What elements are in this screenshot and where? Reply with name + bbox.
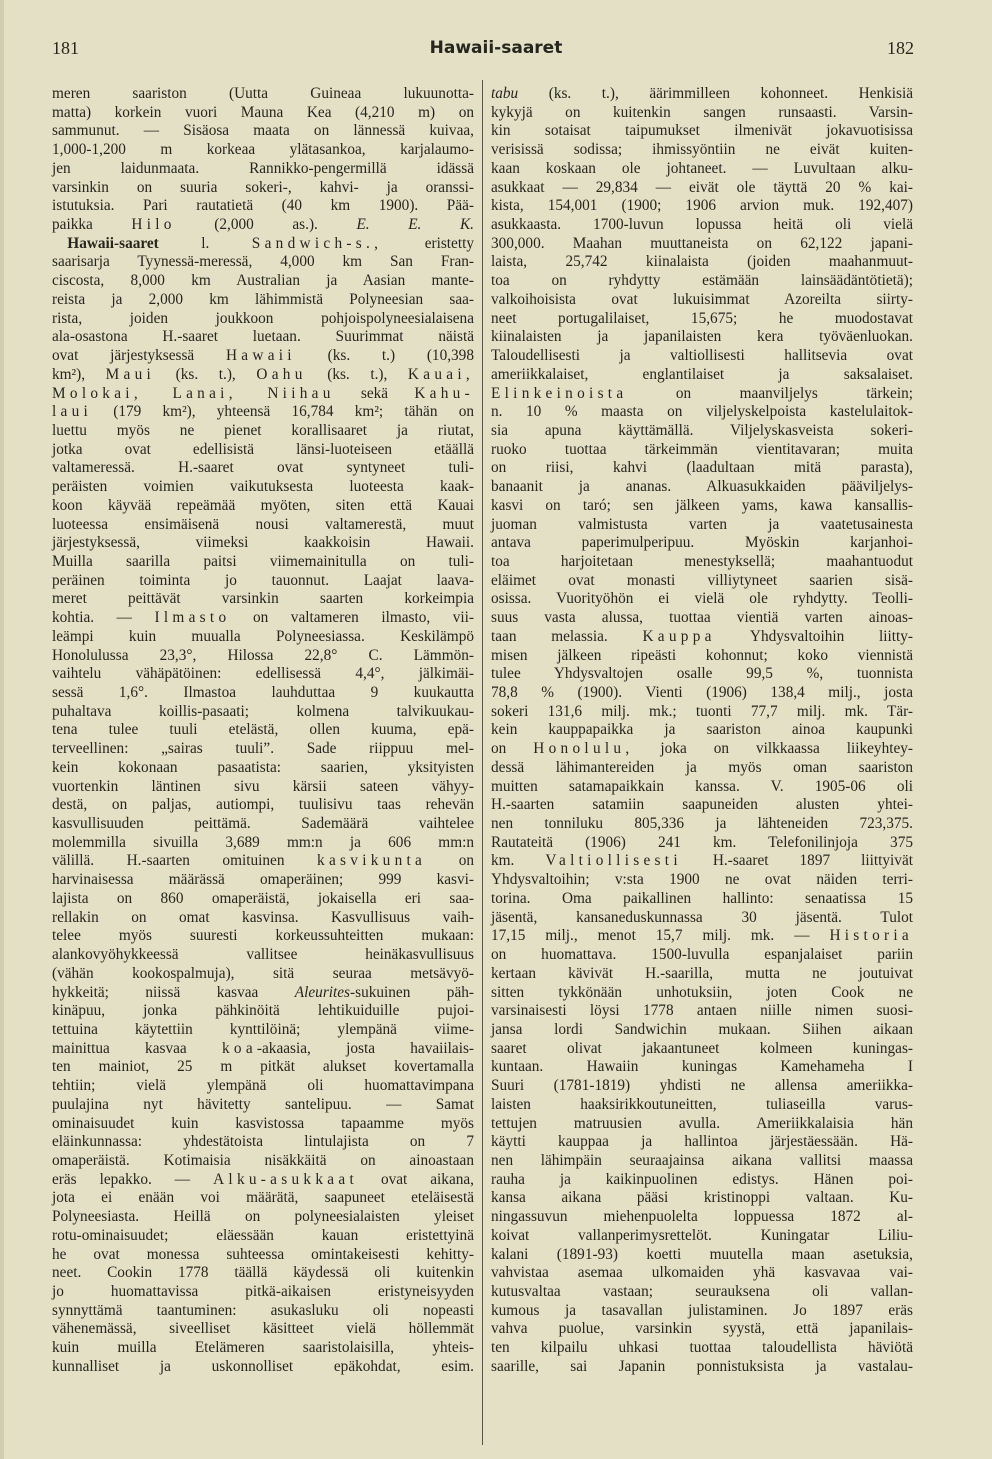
text-line [491, 85, 913, 104]
text-line: luettu myös ne pienet korallisaaret ja riutat, [52, 421, 474, 439]
text-line: H.-saarten satamiin saapuneiden alusten yhtei- [491, 796, 913, 814]
text-line: ruoko tuottaa tärkeimmän vientitavaran; muita [491, 440, 913, 458]
text-line [52, 347, 474, 366]
text-line [52, 403, 474, 422]
text-line: kutusvaltaa vastaan; seurauksena oli vallan- [491, 1283, 913, 1300]
text-segment: Aleurites [294, 983, 351, 1001]
page-edge-shadow [0, 0, 4, 1459]
text-line: terveellinen: „sairas tuuli”. Sade riippuu mel- [52, 740, 474, 758]
left-column [52, 85, 474, 1377]
text-segment: Kauppa [642, 627, 716, 645]
text-line: nen tonniluku 805,336 ja lähteneiden 723,375. [491, 815, 913, 833]
text-line: kein kauppapaikka ja saariston ainoa kaupunki [491, 721, 913, 739]
text-line: on riisi, kahvi (laadultaan mitä parasta), [491, 459, 913, 477]
text-line: rotu-ominaisuudet; eläessään kauan eristettyinä [52, 1226, 474, 1244]
text-line: sokeri 131,6 milj. mk.; tuonti 77,7 milj. mk. Tär- [491, 702, 913, 720]
entry-headword: Hawaii-saaret [52, 234, 159, 252]
text-line: saaret olivat jakaantuneet kolmeen kuningas- [491, 1039, 913, 1057]
text-line: kalani (1891-93) koetti muutella maan asetuksia, [491, 1245, 913, 1263]
text-line: eläinkunnassa: yhdestätoista lintulajista on 7 [52, 1133, 474, 1151]
text-segment: km. [491, 852, 546, 870]
text-line [491, 628, 913, 647]
text-line: istutuksia. Pari rautatietä (40 km 1900). Pää- [52, 197, 474, 215]
text-line: torina. Oma paikallinen hallinto: senaatissa 15 [491, 889, 913, 907]
text-line: juoman valmistusta varten ja vaatetusainesta [491, 515, 913, 533]
text-line: luoteessa ensimäisenä nousi valtamerestä, muut [52, 515, 474, 533]
text-line: ciscosta, 8,000 km Australian ja Aasian mante- [52, 272, 474, 290]
text-segment: on maanviljelys tärkein; [627, 384, 913, 402]
text-line: tulee Yhdysvaltojen osalle 99,5 %, tuonnista [491, 665, 913, 683]
text-line: kansa aikana pääsi kristinoppi valtaan. Ku- [491, 1189, 913, 1207]
text-line: vähenemässä, siveelliset käsitteet vielä höllemmät [52, 1320, 474, 1338]
text-line: 78,8 % (1900). Vienti (1906) 138,4 milj., josta [491, 684, 913, 701]
text-line: destä, on paljas, autiompi, tuulisivu taas rehevän [52, 796, 474, 814]
text-line: jota ei enään voi määrätä, saapuneet eteläisestä [52, 1189, 474, 1207]
text-line: eläimet ovat monasti villiytyneet saarien sisä- [491, 571, 913, 589]
text-line: vahvistaa asemaa ulkomaiden yhä kasvavaa vai- [491, 1264, 913, 1282]
text-line: matta) korkein vuori Mauna Kea (4,210 m) on [52, 103, 474, 121]
running-head-title: Hawaii-saaret [429, 38, 563, 58]
text-line: misen jälkeen ripeästi kohonnut; koko viennistä [491, 646, 913, 664]
text-line: ala-osastona H.-saaret luetaan. Suurimmat näistä [52, 328, 474, 346]
text-segment: paikka [52, 216, 132, 234]
text-segment: laui [52, 403, 93, 421]
text-line: puhaltava koillis-pasaati; kolmena talvikuukau- [52, 702, 474, 720]
text-line: (vähän kookospalmuja), sitä seuraa metsävyö- [52, 964, 474, 982]
page-number-left: 181 [52, 38, 79, 58]
text-line: 300,000. Maahan muuttaneista on 62,122 japani- [491, 234, 913, 252]
text-segment: Molokai, Lanai, Niihau [52, 384, 335, 402]
text-line: antava paperimulperipuu. Myöskin karjanhoi- [491, 534, 913, 552]
text-line: sammunut. — Sisäosa maata on lännessä kuivaa, [52, 122, 474, 140]
text-line [491, 852, 913, 871]
text-line: valkoihoisista ovat lukuisimmat Azoreilta siirty- [491, 290, 913, 308]
text-line: jen laidunmaata. Rannikko-pengermillä idässä [52, 159, 474, 177]
text-segment: E. E. K. [356, 216, 474, 234]
text-line: rista, joiden joukkoon pohjoispolyneesialaisena [52, 309, 474, 327]
text-segment: Ilmasto [154, 609, 231, 627]
text-line: kuin muilla Etelämeren saaristolaisilla, yhteis- [52, 1339, 474, 1357]
text-line: kinäpuu, jonka pähkinöitä lehtikuiduille pujoi- [52, 1002, 474, 1020]
text-line: osissa. Vuorityöhön ei vielä ole ryhdytty. Teolli- [491, 590, 913, 608]
text-line: saarille, sai Japanin ponnistuksista ja vastalau- [491, 1357, 913, 1375]
text-segment: km²), [52, 365, 106, 383]
text-line [52, 609, 474, 628]
text-line: ominaisuudet kuin kasvistossa tapaamme myös [52, 1114, 474, 1132]
text-segment: Honolulu, [533, 740, 634, 758]
text-line: nen lähimpäin seuraajainsa aikana vallitsi maassa [491, 1151, 913, 1169]
text-line: kaan koskaan ole johtaneet. — Luvultaan alku- [491, 159, 913, 177]
text-line: jo huomattavissa pitkä-aikaisen eristyneisyyden [52, 1283, 474, 1300]
text-line: peräinen toiminta jo tauonnut. Laajat laava- [52, 571, 474, 589]
text-line: koivat vallanperimysrettelöt. Kuningatar Liliu- [491, 1226, 913, 1244]
text-segment: Maui [105, 365, 156, 383]
text-line: on huomattava. 1500-luvulla espanjalaiset pariin [491, 946, 913, 964]
text-segment: Hawaii [225, 347, 296, 365]
text-line: neet. Cookin 1778 täällä käydessä oli kuitenkin [52, 1264, 474, 1282]
text-segment: Sandwich-s., [251, 234, 383, 252]
text-line: saarisarja Tyynessä-meressä, 4,000 km San Fran- [52, 253, 474, 271]
text-segment: H.-saaret 1897 liittyivät [681, 852, 913, 870]
text-segment: koa [221, 1039, 257, 1057]
text-line: toa harjoitetaan menestyksellä; maahantuodut [491, 552, 913, 570]
text-line: sessä 1,6°. Ilmastoa lauhduttaa 9 kuukautta [52, 684, 474, 701]
text-segment: Kauai, [407, 365, 474, 383]
text-segment: (ks. t.), äärimmilleen kohonneet. Henkisiä [518, 85, 913, 102]
text-line [52, 385, 474, 404]
text-line: ten kilpailu uhkasi tuottaa taloudellista häviötä [491, 1339, 913, 1357]
text-segment: on [426, 852, 474, 870]
text-segment: (2,000 as.). [175, 216, 357, 234]
text-line: laisten haaksirikkoutuneitten, tuliaseilla varus- [491, 1095, 913, 1113]
text-line [491, 385, 913, 404]
text-segment: hykkeitä; niissä kasvaa [52, 983, 295, 1001]
text-line: rellakin on omat kasvinsa. Kasvullisuus vaih- [52, 908, 474, 926]
text-line: he ovat monessa suhteessa omintakeisesti kehitty- [52, 1245, 474, 1263]
text-line: kasvi on taró; sen jälkeen yams, kawa kansallis- [491, 496, 913, 514]
text-line: jäsentä, kansaneduskunnassa 30 jäsentä. Tulot [491, 908, 913, 926]
text-segment: (ks. t.), [306, 365, 408, 383]
text-line: järjestyksessä, viimeksi kaakkoisin Hawaii. [52, 534, 474, 552]
text-line [52, 235, 474, 254]
text-line [491, 927, 913, 946]
text-line: toa on ryhdytty estämään lainsäädäntötietä); [491, 272, 913, 290]
text-line: kasvullisuuden peittämä. Sademäärä vaihtelee [52, 815, 474, 833]
text-line: kista, 154,001 (1900; 1906 arvion muk. 192,407) [491, 197, 913, 215]
text-line: puulajina nyt hävitetty santelipuu. — Samat [52, 1095, 474, 1113]
text-segment: kasvikunta [317, 852, 427, 870]
text-segment: Valtiollisesti [545, 852, 682, 870]
text-segment: tabu [491, 85, 519, 102]
text-line [491, 740, 913, 759]
text-line: kein kokonaan pasaatista: saarien, yksityisten [52, 758, 474, 776]
text-segment: ovat järjestyksessä [52, 347, 226, 365]
text-line: lajista on 860 omaperäistä, jokaisella eri saa- [52, 889, 474, 907]
text-line: reista ja 2,000 km lähimmistä Polyneesian saa- [52, 290, 474, 308]
text-line: banaanit ja ananas. Alkuasukkaiden pääviljelys- [491, 478, 913, 496]
text-line: Polyneesiasta. Heillä on polyneesialaisten yleiset [52, 1208, 474, 1226]
text-line: meret peittävät varsinkin saarten korkeimpia [52, 590, 474, 608]
text-line: kin sotaisat taipumukset ilmenivät jokavuotisissa [491, 122, 913, 140]
text-segment: l. [158, 234, 252, 252]
text-line: sia apuna käyttämällä. Viljelyskasveista sokeri- [491, 421, 913, 439]
text-line: muitten satamapaikkain kanssa. V. 1905-06 oli [491, 777, 913, 795]
right-column [491, 85, 913, 1377]
text-line: kunnalliset ja uskonnolliset epäkohdat, esim. [52, 1357, 474, 1375]
text-line: vahva puolue, varsinkin syystä, että japanilais- [491, 1320, 913, 1338]
text-line: harvinaisessa määrässä omaperäinen; 999 kasvi- [52, 871, 474, 889]
text-line: 1,000-1,200 m korkeaa ylätasankoa, karjalaumo- [52, 141, 474, 159]
text-segment: Kahu- [414, 384, 474, 402]
text-line [52, 984, 474, 1003]
text-segment: joka on vilkkaassa liikeyhtey- [633, 740, 913, 758]
text-segment: Elinkeinoista [491, 384, 628, 402]
text-segment: (179 km²), yhteensä 16,784 km²; tähän on [92, 403, 474, 421]
text-line: ten mainiot, 25 m pitkät alukset kovertamalla [52, 1058, 474, 1076]
text-line: telee myös suuresti korkeussuhteitten mukaan: [52, 927, 474, 945]
text-segment: Historia [829, 927, 913, 945]
text-segment: ovat aikana, [357, 1170, 474, 1188]
column-divider [482, 80, 483, 1445]
text-line: jansa lordi Sandwichin mukaan. Siihen aikaan [491, 1020, 913, 1038]
text-line: vuortenkin läntinen sivu kärsii sateen vähyy- [52, 777, 474, 795]
text-line: neet portugalilaiset, 15,675; he muodostavat [491, 309, 913, 327]
page-number-right: 182 [887, 38, 914, 58]
text-line: vaihtelu vähäpätöinen: edellisessä 4,4°, jälkimäi- [52, 665, 474, 683]
text-line: kuntaan. Hawaiin kuningas Kamehameha I [491, 1058, 913, 1076]
text-line: kiinalaisten ja japanilaisten kera työväenluokan. [491, 328, 913, 346]
text-line: tettuina käytettiin kynttilöinä; ylempänä viime- [52, 1020, 474, 1038]
text-line [52, 852, 474, 871]
text-segment: 17,15 milj., menot 15,7 milj. mk. — [491, 927, 830, 945]
text-line: Yhdysvaltoihin; v:sta 1900 ne ovat näiden terri- [491, 871, 913, 889]
text-segment: välillä. H.-saarten omituinen [52, 852, 318, 870]
text-line: omaperäistä. Kotimaisia nisäkkäitä on ainoastaan [52, 1151, 474, 1169]
text-line: tehtiin; vielä ylempänä oli huomattavimpana [52, 1077, 474, 1095]
text-segment: kohtia. — [52, 609, 155, 627]
text-line: varsinkin on suuria sokeri-, kahvi- ja oranssi- [52, 178, 474, 196]
text-line: meren saariston (Uutta Guineaa lukuunotta- [52, 85, 474, 102]
text-segment: eräs lepakko. — [52, 1170, 214, 1188]
text-line: alankovyöhykkeessä vallitsee heinäkasvullisuus [52, 946, 474, 964]
text-line: asukkaat — 29,834 — eivät ole täyttä 20 % kai- [491, 178, 913, 196]
text-segment: eristetty [382, 234, 474, 252]
text-segment: Yhdysvaltoihin liitty- [715, 627, 913, 645]
text-line: peräisten voimien vaikutuksesta luoteesta kaak- [52, 478, 474, 496]
text-line: koon käyvää repeämää myöten, siten että Kauai [52, 496, 474, 514]
text-line: verisissä sodissa; ihmissyöntiin ne eivät kuiten- [491, 141, 913, 159]
text-line: molemmilla sivuilla 3,689 mm:n ja 606 mm:n [52, 833, 474, 851]
text-line: varsinaisesti löysi 1778 antaen niille nimen suosi- [491, 1002, 913, 1020]
text-line: rauha ja kaikinpuolinen edistys. Hänen poi- [491, 1170, 913, 1188]
text-line: kumous ja tasavallan julistaminen. Jo 1897 eräs [491, 1301, 913, 1319]
text-segment: (ks. t.) (10,398 [295, 347, 474, 365]
text-line [52, 216, 474, 235]
text-segment: sekä [334, 384, 415, 402]
text-line: käytti kauppaa ja hallintoa järjestäessään. Hä- [491, 1133, 913, 1151]
text-segment: -akaasia, josta havaiilais- [256, 1039, 474, 1057]
text-line: sitten tykkönään unhotuksiin, joten Cook ne [491, 983, 913, 1001]
text-line: tettujen matruusien avulla. Ameriikkalaisia hän [491, 1114, 913, 1132]
text-segment: -sukuinen päh- [350, 983, 474, 1001]
text-line: jotka ovat edellisistä länsi-luoteiseen etäällä [52, 440, 474, 458]
text-line: n. 10 % maasta on viljelyskelpoista kastelulaitok- [491, 403, 913, 421]
text-line [52, 366, 474, 385]
text-segment: on [491, 740, 534, 758]
text-line: ningassuvun miehenpuolelta loppuessa 1872 al- [491, 1208, 913, 1226]
text-line: Taloudellisesti ja valtiollisesti hallitsevia ovat [491, 347, 913, 365]
text-line: Muilla saarilla paitsi viimemainitulla on tuli- [52, 552, 474, 570]
text-line: asukkaasta. 1700-luvun lopussa heitä oli vielä [491, 216, 913, 234]
text-segment: Alku-asukkaat [213, 1170, 358, 1188]
text-line: kertaan kävivät H.-saarilla, mutta ne joutuivat [491, 964, 913, 982]
text-line [52, 1171, 474, 1190]
text-segment: Hilo [131, 216, 176, 234]
text-line: valtameressä. H.-saaret ovat syntyneet tuli- [52, 459, 474, 477]
text-line: tena tulee tuuli etelästä, ollen kuuma, epä- [52, 721, 474, 739]
text-segment: mainittua kasvaa [52, 1039, 222, 1057]
text-line: ameriikkalaiset, englantilaiset ja saksalaiset. [491, 365, 913, 383]
text-line: Honolulussa 23,3°, Hilossa 22,8° C. Lämmön- [52, 646, 474, 664]
text-line [52, 1040, 474, 1059]
text-segment: Oahu [256, 365, 307, 383]
text-line: laista, 25,742 kiinalaista (joiden maahanmuut- [491, 253, 913, 271]
text-segment: taan melassia. [491, 627, 643, 645]
text-segment: (ks. t.), [155, 365, 257, 383]
text-line: leämpi kuin muualla Polyneesiassa. Keskilämpö [52, 627, 474, 645]
text-segment: on valtameren ilmasto, vii- [230, 609, 474, 627]
text-line: synnyttämä taantuminen: asukasluku oli nopeasti [52, 1301, 474, 1319]
text-line: suus vasta alussa, tuottaa vientiä varten ainoas- [491, 609, 913, 627]
text-line: Rautateitä (1906) 241 km. Telefonilinjoja 375 [491, 833, 913, 851]
text-line: dessä lähimantereiden ja myös oman saariston [491, 758, 913, 776]
text-line: kykyjä on kuitenkin sangen runsaasti. Varsin- [491, 103, 913, 121]
text-line: Suuri (1781-1819) yhdisti ne allensa ameriikka- [491, 1077, 913, 1095]
